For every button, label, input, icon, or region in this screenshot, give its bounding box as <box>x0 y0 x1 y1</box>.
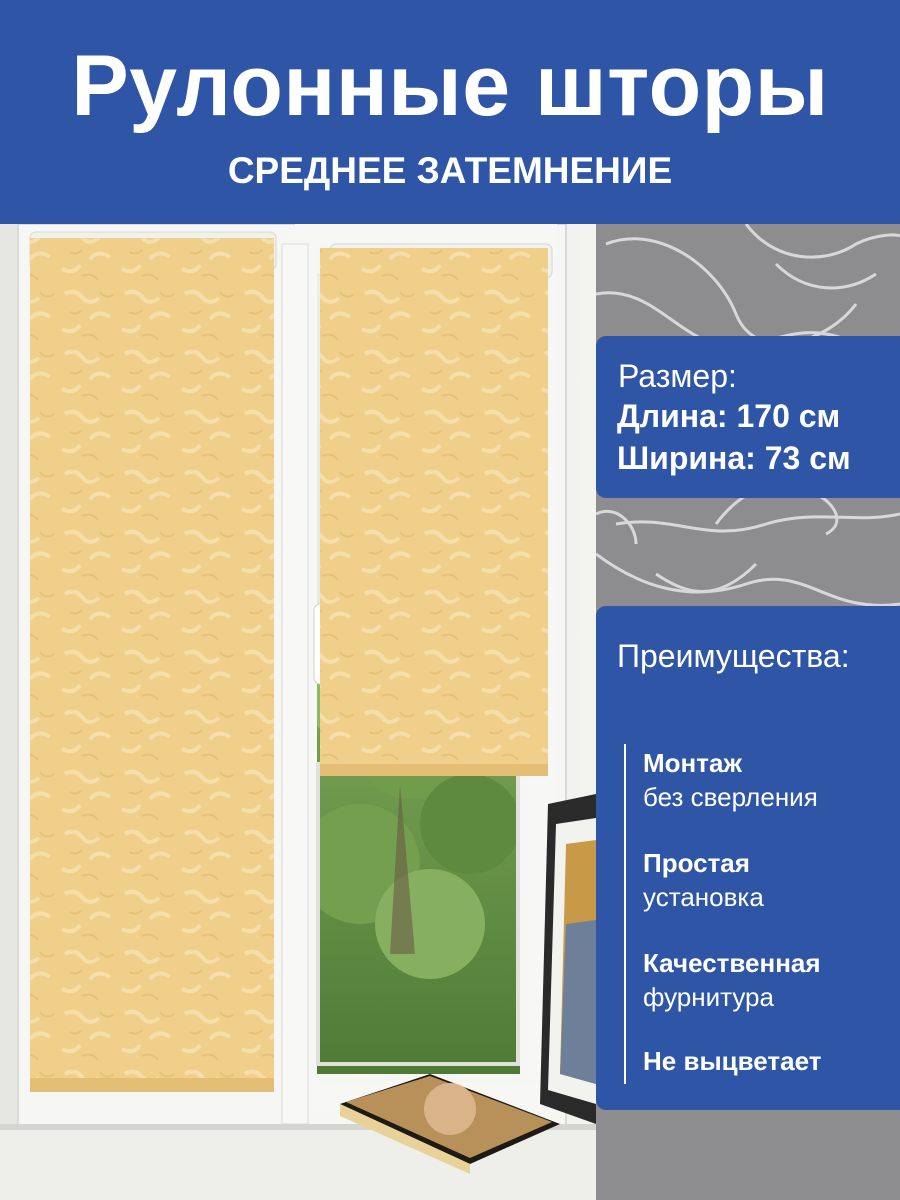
product-subtitle: СРЕДНЕЕ ЗАТЕМНЕНИЕ <box>227 150 673 191</box>
advantages-divider <box>624 744 626 1084</box>
header-banner <box>0 0 900 224</box>
advantage-text: установка <box>643 882 764 912</box>
window-with-roller-blinds-photo <box>0 224 596 1200</box>
size-width: Ширина: 73 см <box>617 440 851 476</box>
size-label: Размер: <box>618 358 737 394</box>
advantage-title: Монтаж <box>643 748 742 778</box>
advantage-title: Не выцветает <box>643 1046 822 1076</box>
advantage-title: Простая <box>643 848 750 878</box>
advantage-text: без сверления <box>643 782 818 812</box>
product-title: Рулонные шторы <box>71 38 829 134</box>
size-length: Длина: 170 см <box>617 398 841 434</box>
advantage-text: фурнитура <box>643 982 774 1012</box>
advantage-title: Качественная <box>643 948 821 978</box>
product-photo <box>0 224 596 1200</box>
advantages-label: Преимущества: <box>617 638 850 674</box>
